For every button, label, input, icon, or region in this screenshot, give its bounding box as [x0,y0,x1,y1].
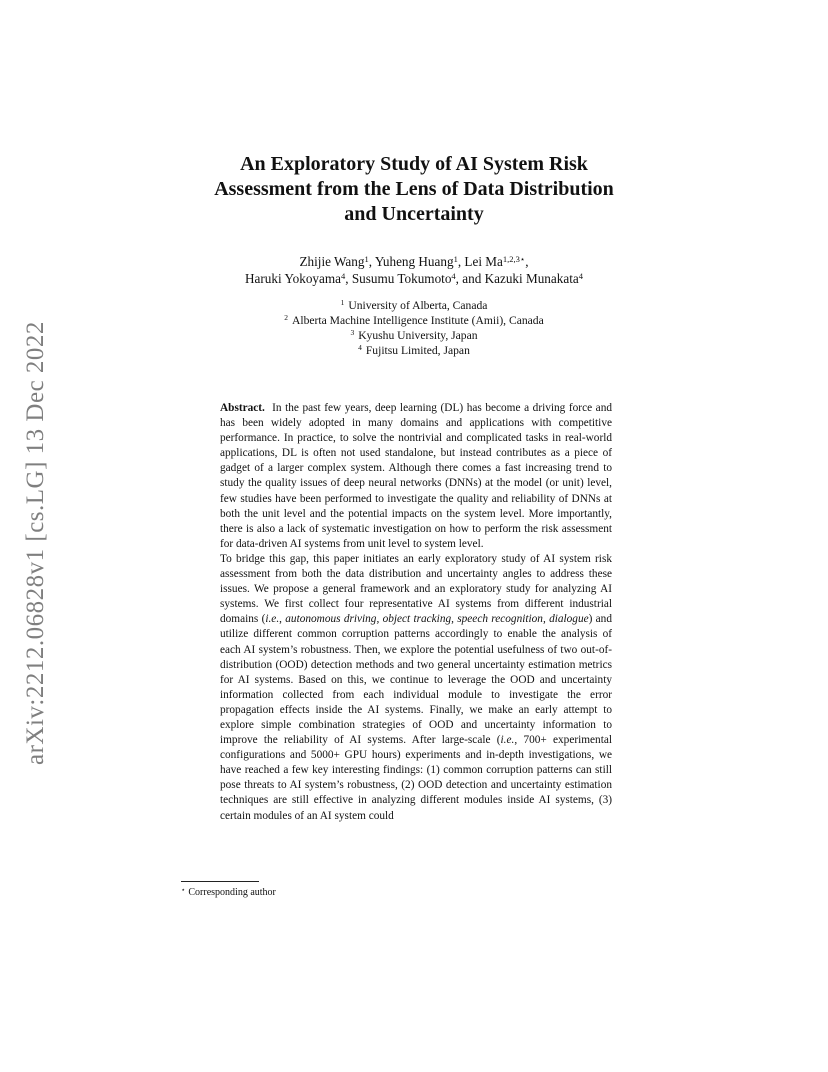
abstract-text: , 700+ experimental configurations and 5000+ GPU hours) experiments and in-depth investigations, we have reached a few key interesting findings: (1) common corruption patterns can still pose threats to AI system’s robustness, (2) OOD detection and uncertainty estimation techniques are still effective in analyzing different modules inside AI systems, (3) certain modules of an AI system could [220,734,612,822]
footnote-text: Corresponding author [188,887,276,898]
affiliation-text: Fujitsu Limited, Japan [365,344,470,357]
abstract-text: To bridge this gap, this paper initiates an early exploratory study of AI system risk assessment from both the data distribution and uncertainty angles to address these issues. We propose a general framework and an exploratory study for analyzing AI systems. We first collect four representative AI systems from different industrial domains ( [220,552,612,626]
title-line: An Exploratory Study of AI System Risk [240,153,588,175]
author-name: Haruki Yokoyama [245,271,341,286]
affiliation-mark: 4 [358,343,362,352]
author-name: Lei Ma [464,254,503,269]
abstract-text: ) and utilize different common corruption patterns accordingly to enable the analysis of each AI system’s robustness. Then, we explore the potential usefulness of two out-of-distribution (OOD) detection methods and two general uncertainty estimation metrics for AI systems. Based on this, we continue to leverage the OOD and uncertainty information collected from each individual module to investigate the error propagation effects inside the AI systems. Finally, we make an early attempt to explore simple combination strategies of OOD and uncertainty information to improve the reliability of AI systems. After large-scale ( [220,613,612,747]
abstract [220,401,612,824]
author-conjunction: , and [455,271,485,286]
arxiv-identifier: arXiv:2212.06828v1 [cs.LG] 13 Dec 2022 [22,321,49,765]
affiliation-text: University of Alberta, Canada [348,299,488,312]
author-list [170,253,658,287]
affiliation [170,313,658,328]
author-affil-mark: 1 [364,254,369,264]
abstract-text: In the past few years, deep learning (DL) has become a driving force and has been widely adopted in many domains and applications with competitive performance. In practice, to solve the nontrivial and complicated tasks in real-world applications, DL is often not used standalone, but instead contributes as a piece of gadget of a larger complex system. Although there comes a fast increasing trend to study the quality issues of deep neural networks (DNNs) at the model (or unit) level, few studies have been performed to investigate the quality and reliability of DNNs at both the unit level and the potential impacts on the system level. More importantly, there is also a lack of systematic investigation on how to perform the risk assessment for data-driven AI systems from unit level to system level. [220,402,612,550]
affiliation-list [170,298,658,358]
title-line: and Uncertainty [344,203,484,225]
abstract-paragraph-1 [220,401,612,552]
author-name: Yuheng Huang [374,254,454,269]
abstract-emphasis: autonomous driving, object tracking, speech recognition, dialogue [285,613,589,626]
author-name: Zhijie Wang [299,254,365,269]
title-line: Assessment from the Lens of Data Distribution [214,178,614,200]
affiliation-mark: 1 [340,298,345,307]
author-name: Susumu Tokumoto [351,271,452,286]
footnote-rule [181,881,259,882]
footnote [181,886,276,899]
author-affil-mark: 4 [451,271,456,281]
author-line-1: Zhijie Wang$^1$, Yuheng Huang$^1$, Lei $Ma^{1,2,3⋆}$, [299,254,529,269]
abstract-emphasis: i.e. [500,734,515,747]
author-affil-mark: 4 [340,271,346,281]
author-affil-mark: 4 [578,271,583,281]
author-name: Kazuki Munakata [484,271,579,286]
abstract-label: Abstract. [220,402,265,414]
affiliation-text: Kyushu University, Japan [358,329,478,342]
affiliation-mark: 2 [284,313,288,322]
affiliation [170,328,658,343]
affiliation [170,343,658,358]
abstract-text: , [279,613,286,626]
author-line-2: Haruki Yokoyama$^4$, Susumu Tokumoto$^4$, and Kazuki Munakata$^4$ [245,271,583,286]
footnote-mark: ⋆ [181,886,186,894]
author-affil-mark: 1,2,3⋆ [502,254,526,264]
author-affil-mark: 1 [453,254,458,264]
paper-title [180,152,648,227]
affiliation-text: Alberta Machine Intelligence Institute (Amii), Canada [291,314,544,327]
abstract-emphasis: i.e. [265,613,280,626]
affiliation-mark: 3 [350,328,355,337]
abstract-paragraph-2 [220,552,612,824]
affiliation [170,298,658,313]
